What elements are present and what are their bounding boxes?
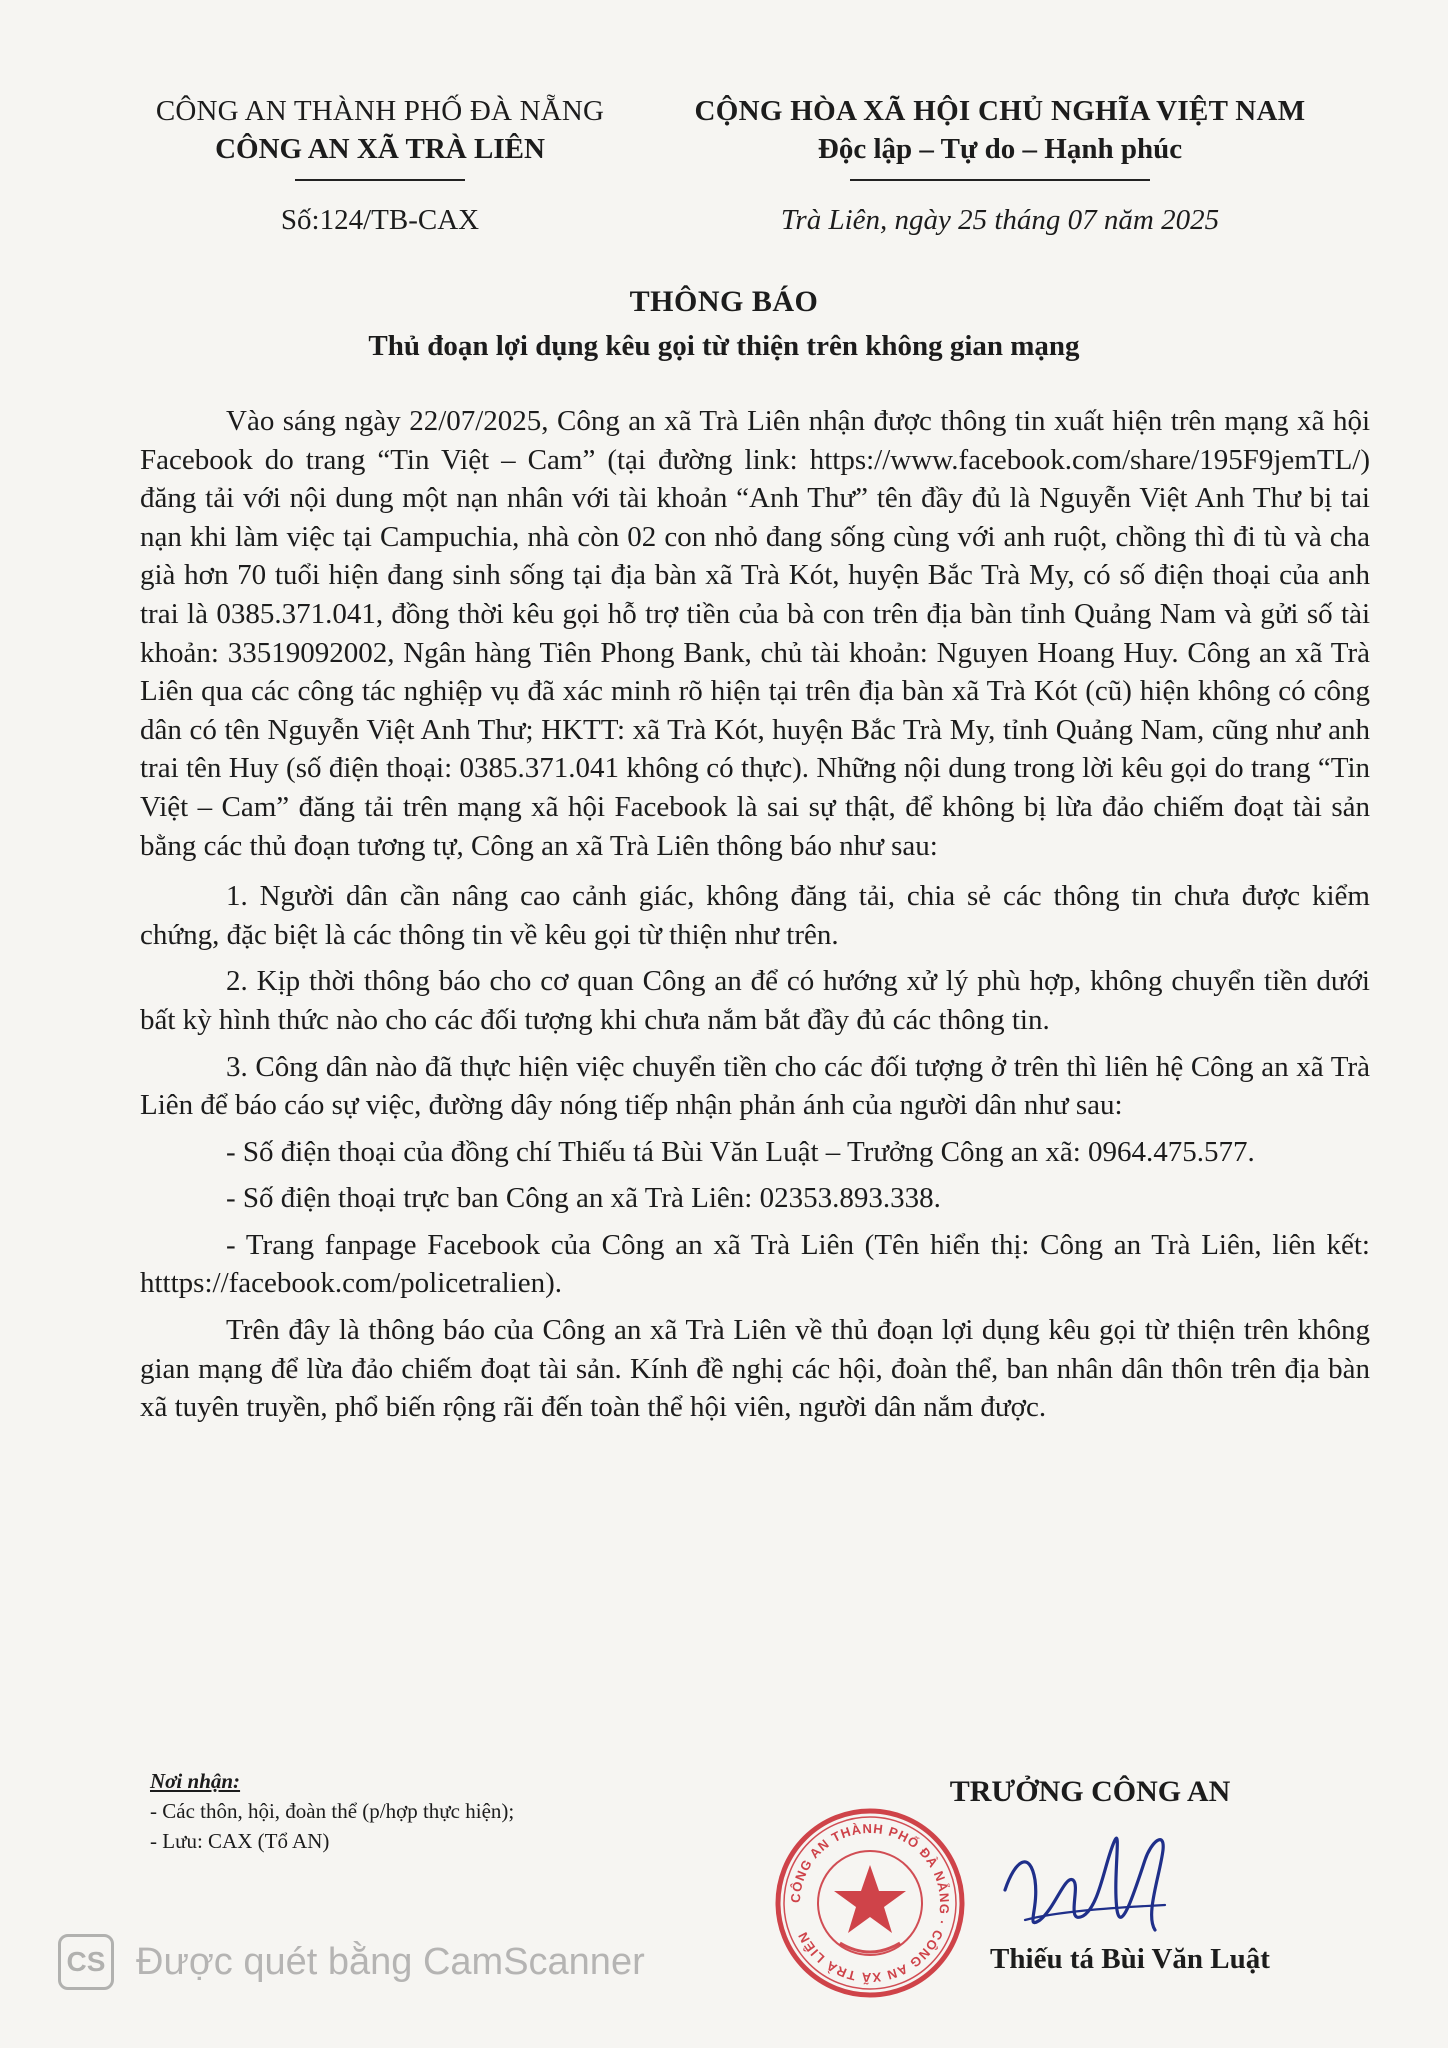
seal-text: CÔNG AN THÀNH PHỐ ĐÀ NẴNG · CÔNG AN XÃ TRÀ LIÊN [787, 1820, 953, 1986]
document-date: Trà Liên, ngày 25 tháng 07 năm 2025 [780, 204, 1220, 236]
agency-underline [130, 168, 630, 186]
paragraph-item-1: 1. Người dân cần nâng cao cảnh giác, không đăng tải, chia sẻ các thông tin chưa được kiểm chứng, đặc biệt là các thông tin về kêu gọi từ thiện như trên. [140, 880, 1370, 951]
recipients-label: Nơi nhận: [150, 1769, 241, 1793]
hotline-duty: - Số điện thoại trực ban Công an xã Trà Liên: 02353.893.338. [226, 1182, 941, 1215]
scanner-watermark [58, 1934, 645, 1990]
header-nation-block [650, 92, 1350, 240]
signer-title: TRƯỞNG CÔNG AN [949, 1775, 1231, 1808]
nation-name: CỘNG HÒA XÃ HỘI CHỦ NGHĨA VIỆT NAM [694, 95, 1306, 127]
document-subtitle: Thủ đoạn lợi dụng kêu gọi từ thiện trên không gian mạng [368, 330, 1080, 362]
paragraph-intro: Vào sáng ngày 22/07/2025, Công an xã Trà Liên nhận được thông tin xuất hiện trên mạng xã hội Facebook do trang “Tin Việt – Cam” (tại đường link: https://www.facebook.com/share/195F9jemTL/) đăng tải với nội dung một nạn nhân với tài khoản “Anh Thư” tên đầy đủ là Nguyễn Việt Anh Thư bị tai nạn khi làm việc tại Campuchia, nhà còn 02 con nhỏ đang sống cùng với anh ruột, chồng thì đi tù và cha già hơn 70 tuổi hiện đang sinh sống tại địa bàn xã Trà Kót, huyện Bắc Trà My, có số điện thoại của anh trai là 0385.371.041, đồng thời kêu gọi hỗ trợ tiền của bà con trên địa bàn tỉnh Quảng Nam và gửi số tài khoản: 33519092002, Ngân hàng Tiên Phong Bank, chủ tài khoản: Nguyen Hoang Huy. Công an xã Trà Liên qua các công tác nghiệp vụ đã xác minh rõ hiện tại trên địa bàn xã Trà Kót (cũ) hiện không có công dân có tên Nguyễn Việt Anh Thư; HKTT: xã Trà Kót, huyện Bắc Trà My, tỉnh Quảng Nam, cũng như anh trai tên Huy (số điện thoại: 0385.371.041 không có thực). Những nội dung trong lời kêu gọi do trang “Tin Việt – Cam” đăng tải trên mạng xã hội Facebook là sai sự thật, để không bị lừa đảo chiếm đoạt tài sản bằng các thủ đoạn tương tự, Công an xã Trà Liên thông báo như sau: [140, 405, 1370, 862]
signer-name: Thiếu tá Bùi Văn Luật [990, 1943, 1270, 1975]
paragraph-item-3: 3. Công dân nào đã thực hiện việc chuyển tiền cho các đối tượng ở trên thì liên hệ Công an xã Trà Liên để báo cáo sự việc, đường dây nóng tiếp nhận phản ánh của người dân như sau: [140, 1050, 1370, 1122]
document-body [140, 402, 1370, 1439]
document-title: THÔNG BÁO [629, 285, 819, 318]
recipient-item: - Các thôn, hội, đoàn thể (p/hợp thực hiện); [150, 1799, 515, 1823]
document-number: Số:124/TB-CAX [280, 204, 480, 236]
handwritten-signature-icon [995, 1820, 1195, 1950]
agency-name: CÔNG AN XÃ TRÀ LIÊN [215, 133, 545, 165]
paragraph-item-2: 2. Kịp thời thông báo cho cơ quan Công an để có hướng xử lý phù hợp, không chuyển tiền dưới bất kỳ hình thức nào cho các đối tượng khi chưa nắm bắt đầy đủ các thông tin. [140, 965, 1370, 1036]
paragraph-closing: Trên đây là thông báo của Công an xã Trà Liên về thủ đoạn lợi dụng kêu gọi từ thiện trên không gian mạng để lừa đảo chiếm đoạt tài sản. Kính đề nghị các hội, đoàn thể, ban nhân dân thôn trên địa bàn xã tuyên truyền, phổ biến rộng rãi đến toàn thể hội viên, người dân nắm được. [140, 1314, 1370, 1424]
watermark-text: Được quét bằng CamScanner [136, 1940, 645, 1983]
camscanner-logo-icon: CS [58, 1934, 114, 1990]
recipient-item: - Lưu: CAX (Tổ AN) [150, 1829, 330, 1853]
national-motto: Độc lập – Tự do – Hạnh phúc [817, 133, 1183, 165]
header-agency-block [130, 92, 630, 240]
hotline-fanpage: - Trang fanpage Facebook của Công an xã Trà Liên (Tên hiển thị: Công an Trà Liên, liên kết: htttps://facebook.com/policetralien). [140, 1228, 1370, 1300]
hotline-chief: - Số điện thoại của đồng chí Thiếu tá Bùi Văn Luật – Trưởng Công an xã: 0964.475.577. [226, 1135, 1255, 1168]
title-block [100, 282, 1348, 366]
recipients-block [150, 1766, 710, 1856]
motto-underline [650, 168, 1350, 186]
agency-parent: CÔNG AN THÀNH PHỐ ĐÀ NẴNG [155, 95, 605, 127]
signature-block [787, 1775, 1330, 1986]
